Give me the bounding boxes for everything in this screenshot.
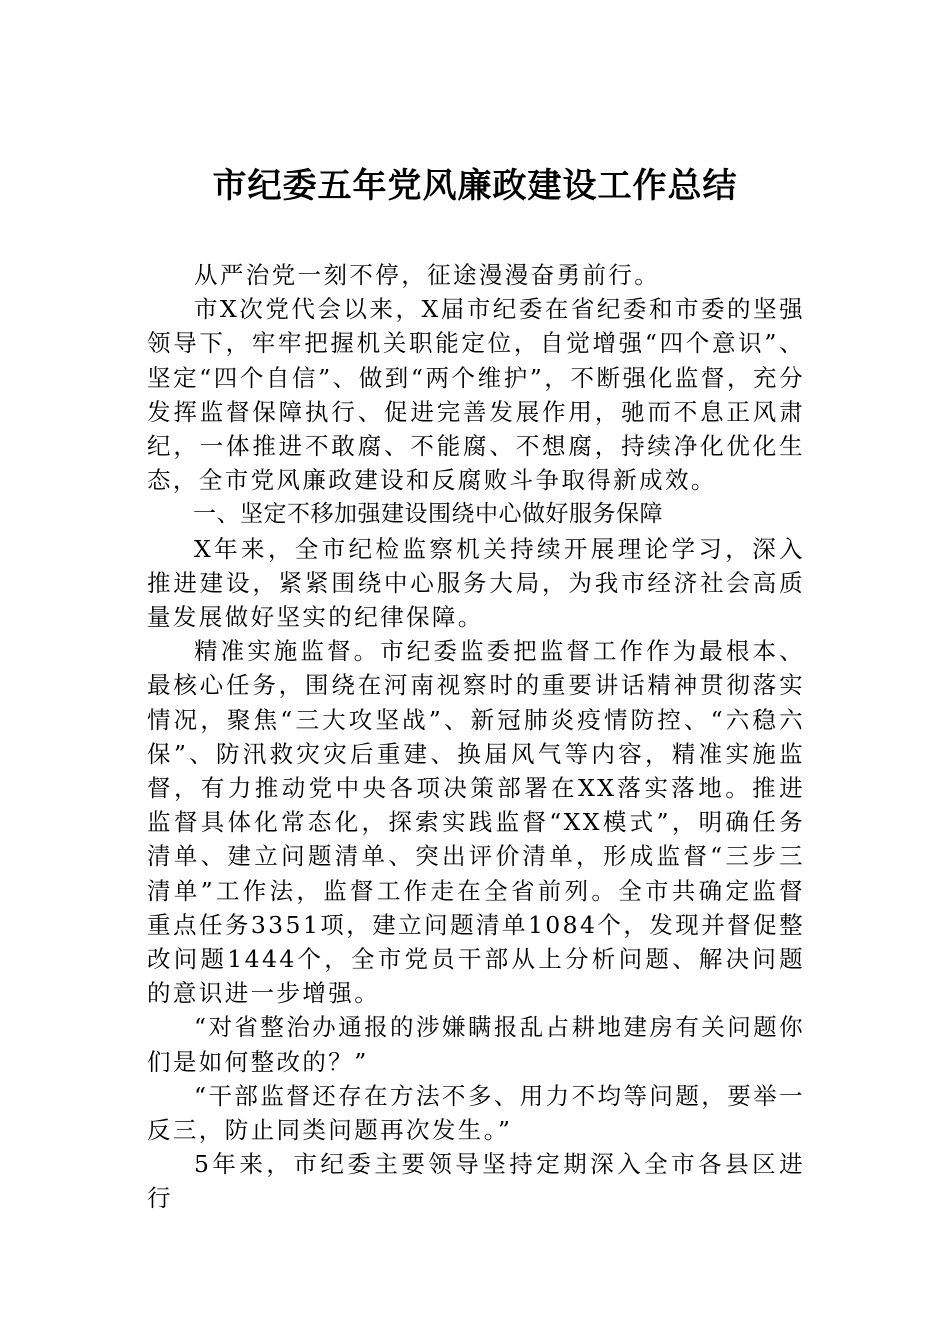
paragraph-section-intro: X年来，全市纪检监察机关持续开展理论学习，深入推进建设，紧紧围绕中心服务大局，为我市经济社会高质量发展做好坚实的纪律保障。 (147, 534, 805, 632)
paragraph-overview: 市X次党代会以来，X届市纪委在省纪委和市委的坚强领导下，牢牢把握机关职能定位，自觉增强“四个意识”、坚定“四个自信”、做到“两个维护”，不断强化监督，充分发挥监督保障执行、促进完善发展作用，驰而不息正风肃纪，一体推进不敢腐、不能腐、不想腐，持续净化优化生态，全市党风廉政建设和反腐败斗争取得新成效。 (147, 295, 805, 495)
document-body (147, 258, 805, 1216)
paragraph-supervision: 精准实施监督。市纪委监委把监督工作作为最根本、最核心任务，围绕在河南视察时的重要讲话精神贯彻落实情况，聚焦“三大攻坚战”、新冠肺炎疫情防控、“六稳六保”、防汛救灾灾后重建、换届风气等内容，精准实施监督，有力推动党中央各项决策部署在XX落实落地。推进监督具体化常态化，探索实践监督“XX模式”，明确任务清单、建立问题清单、突出评价清单，形成监督“三步三清单”工作法，监督工作走在全省前列。全市共确定监督重点任务3351项，建立问题清单1084个，发现并督促整改问题1444个，全市党员干部从上分析问题、解决问题的意识进一步增强。 (147, 637, 805, 1008)
paragraph-five-years: 5年来，市纪委主要领导坚持定期深入全市各县区进行 (147, 1150, 805, 1213)
document-title: 市纪委五年党风廉政建设工作总结 (212, 166, 738, 206)
section-heading-1: 一、坚定不移加强建设围绕中心做好服务保障 (193, 501, 663, 528)
paragraph-quote-2: “干部监督还存在方法不多、用力不均等问题，要举一反三，防止同类问题再次发生。” (147, 1081, 805, 1145)
paragraph-intro: 从严治党一刻不停，征途漫漫奋勇前行。 (194, 261, 661, 289)
paragraph-quote-1: “对省整治办通报的涉嫌瞒报乱占耕地建房有关问题你们是如何整改的？” (147, 1013, 805, 1076)
